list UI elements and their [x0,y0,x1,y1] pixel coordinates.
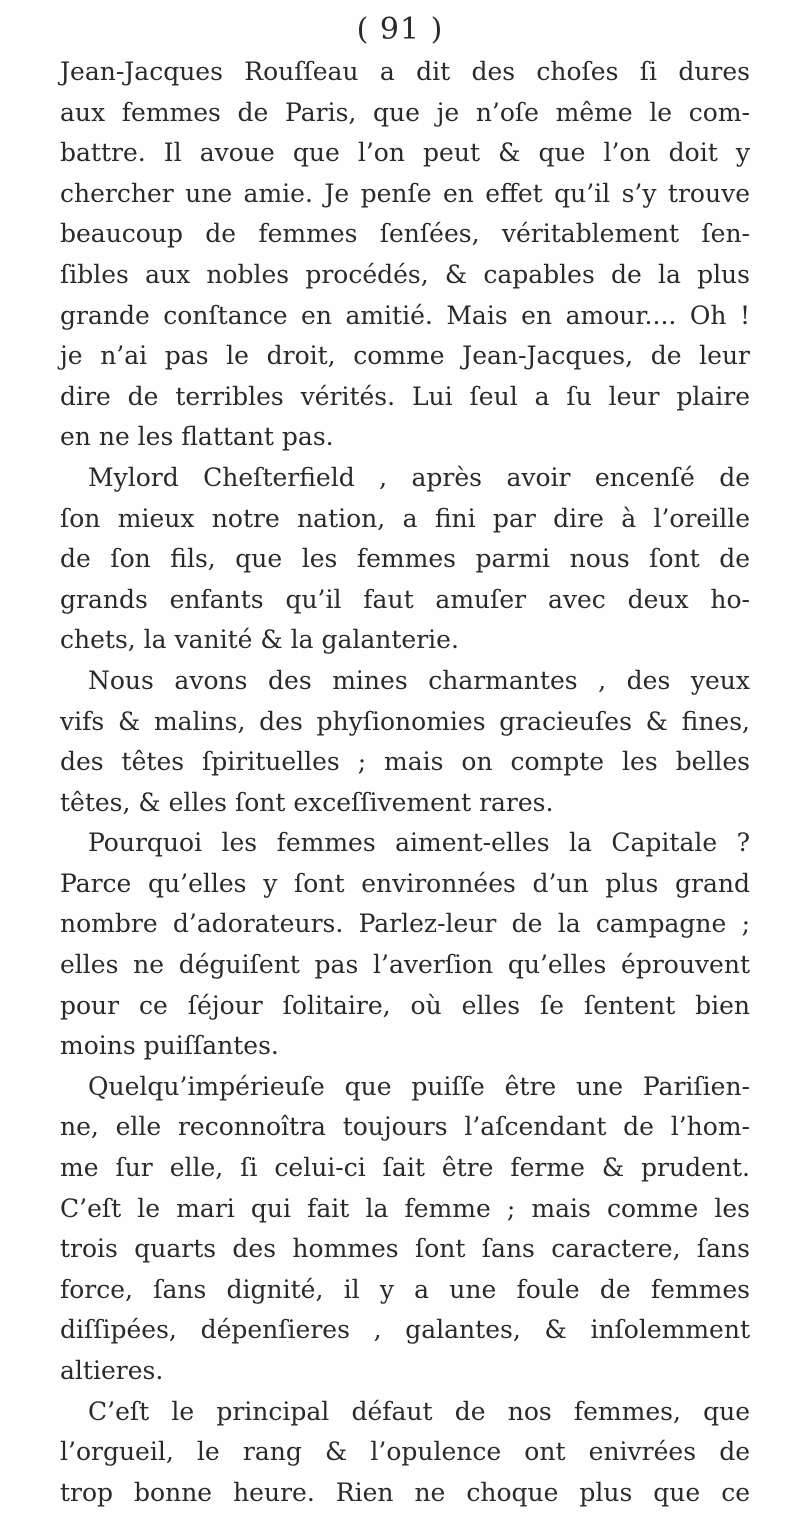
text-line: chets, la vanité & la galanterie. [60,625,459,655]
text-line: trois quarts des hommes ſont ſans caractere, ſans [60,1234,750,1264]
text-line: dire de terribles vérités. Lui ſeul a ſu leur plaire [60,381,750,411]
text-line: C’eſt le mari qui fait la femme ; mais comme les [60,1193,750,1223]
text-line: vifs & malins, des phyſionomies gracieuſes & fines, [60,706,750,736]
text-line: diſſipées, dépenſieres , galantes, & inſolemment [60,1315,750,1345]
text-line: Jean-Jacques Rouſſeau a dit des choſes ſi dures [60,57,750,86]
text-line: pour ce ſéjour ſolitaire, où elles ſe ſentent bien [60,990,750,1020]
text-line: nombre d’adorateurs. Parlez-leur de la campagne ; [60,909,750,939]
text-line: C’eſt le principal défaut de nos femmes, que [88,1396,750,1426]
page-number: ( 91 ) [356,12,444,47]
text-line: elles ne déguiſent pas l’averſion qu’elles éprouvent [60,950,750,980]
text-line: des têtes ſpirituelles ; mais on compte les belles [60,747,750,777]
text-line: aux femmes de Paris, que je n’oſe même le com- [60,97,750,127]
text-line: Mylord Cheſterfield , après avoir encenſé de [88,462,750,492]
text-line: beaucoup de femmes ſenſées, véritablement ſen- [60,219,750,249]
text-line: en ne les flattant pas. [60,422,334,452]
text-line: me ſur elle, ſi celui-ci ſait être ferme & prudent. [60,1153,750,1183]
text-line: grande conſtance en amitié. Mais en amour.... Oh ! [60,300,750,330]
text-line: trop bonne heure. Rien ne choque plus que ce [60,1477,750,1507]
body-text [60,52,750,1513]
text-line: moins puiſſantes. [60,1031,279,1061]
text-line: de ſon fils, que les femmes parmi nous ſont de [60,544,750,574]
text-line: ſon mieux notre nation, a fini par dire à l’oreille [60,503,750,533]
text-line: ne, elle reconnoîtra toujours l’aſcendant de l’hom- [60,1112,750,1142]
text-line: battre. Il avoue que l’on peut & que l’on doit y [60,138,750,168]
text-line: l’orgueil, le rang & l’opulence ont enivrées de [60,1437,750,1467]
text-line: force, ſans dignité, il y a une foule de femmes [60,1274,750,1304]
text-line: chercher une amie. Je penſe en effet qu’il s’y trouve [60,178,750,208]
text-line: grands enfants qu’il faut amuſer avec deux ho- [60,584,750,614]
text-line: têtes, & elles ſont exceſſivement rares. [60,787,554,817]
text-line: altieres. [60,1356,164,1385]
text-line: ſibles aux nobles procédés, & capables de la plus [60,259,750,289]
text-line: Quelqu’impérieuſe que puiſſe être une Pariſien- [88,1071,750,1101]
text-line: Parce qu’elles y ſont environnées d’un plus grand [60,868,750,898]
text-line: Pourquoi les femmes aiment-elles la Capitale ? [88,828,750,858]
text-line: Nous avons des mines charmantes , des yeux [88,665,750,695]
text-line: je n’ai pas le droit, comme Jean-Jacques, de leur [60,341,750,371]
